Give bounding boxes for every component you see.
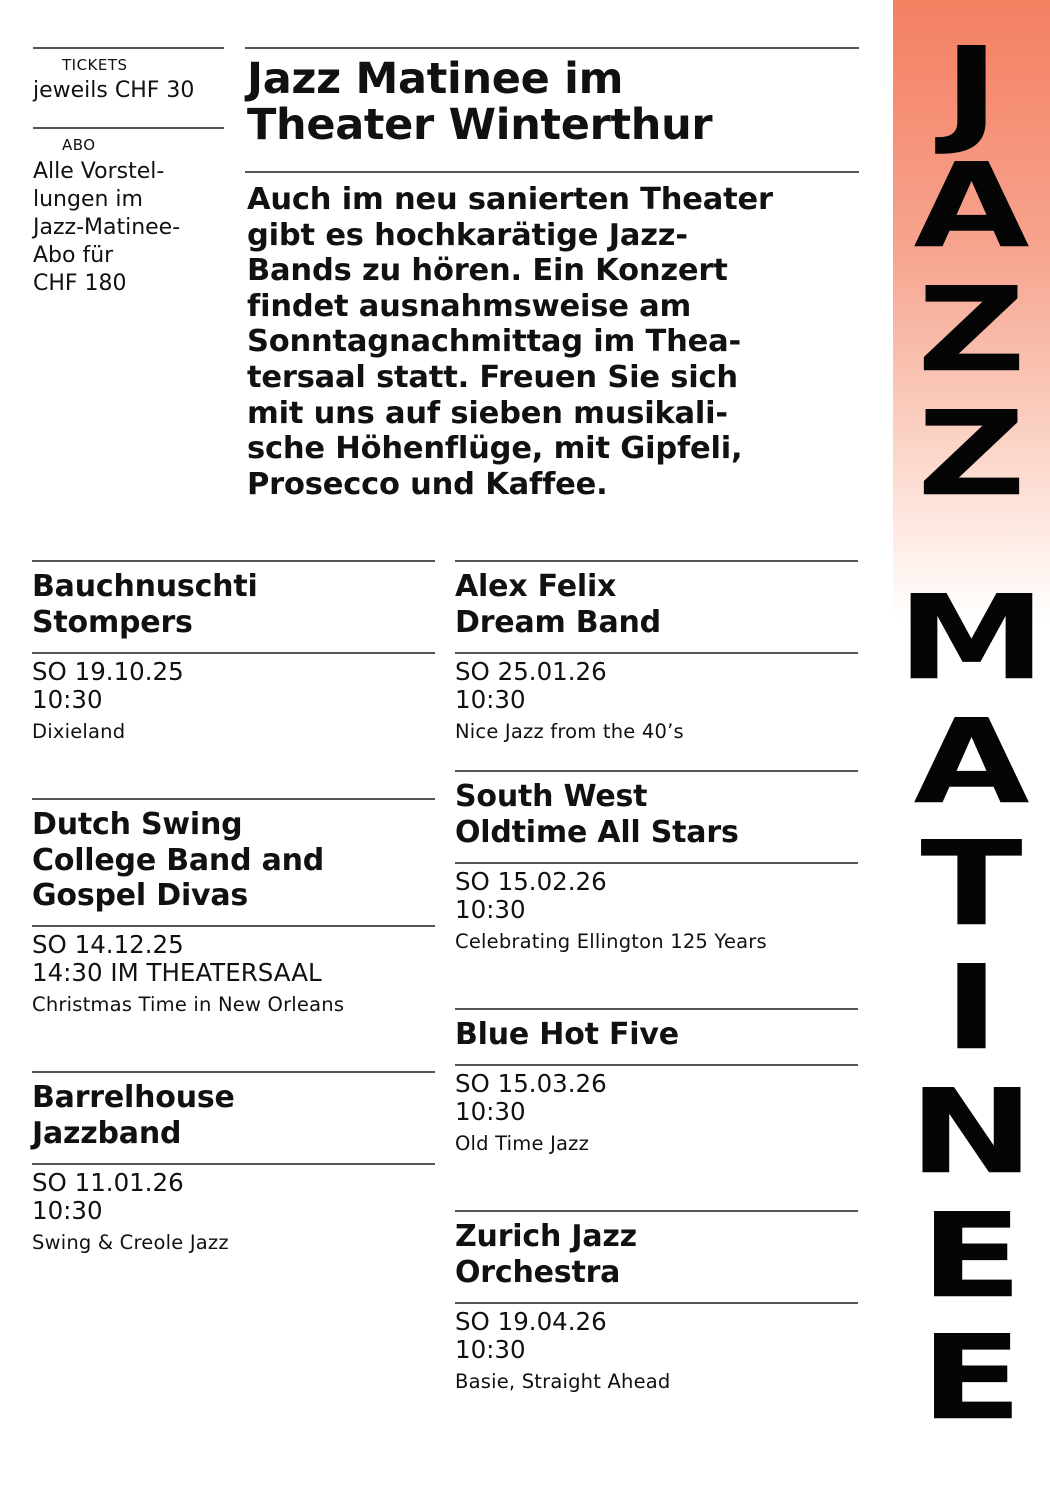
event-date: SO 11.01.26 <box>32 1168 184 1197</box>
event-name-line: Alex Felix <box>455 569 617 604</box>
event-name-line: Stompers <box>32 604 193 640</box>
event-top-rule <box>32 1071 435 1073</box>
event-date: SO 15.03.26 <box>455 1069 607 1098</box>
tickets-price: jeweils CHF 30 <box>33 78 195 103</box>
event-mid-rule <box>455 1064 858 1066</box>
event-top-rule <box>455 1210 858 1212</box>
event-genre: Christmas Time in New Orleans <box>32 993 345 1016</box>
event-top-rule <box>455 770 858 772</box>
event-date: SO 14.12.25 <box>32 930 184 959</box>
event-barrelhouse-jazzband <box>32 1071 435 1271</box>
vertical-letter: M <box>896 570 1047 707</box>
intro-top-rule <box>245 171 859 173</box>
intro-line: Auch im neu sanierten Theater <box>247 182 773 217</box>
event-blue-hot-five <box>455 1008 858 1168</box>
intro-line: findet ausnahmsweise am <box>247 288 692 324</box>
event-time: 10:30 <box>455 1335 526 1364</box>
event-name-line: South West <box>455 779 648 814</box>
abo-label: ABO <box>62 136 96 154</box>
event-date: SO 19.04.26 <box>455 1307 607 1336</box>
event-date: SO 15.02.26 <box>455 867 607 896</box>
event-name-line: Zurich Jazz <box>455 1219 637 1254</box>
event-name <box>455 1017 858 1053</box>
event-name-line: Jazzband <box>32 1115 182 1151</box>
event-name <box>32 1080 435 1151</box>
event-mid-rule <box>455 652 858 654</box>
intro-line: Sonntagnachmittag im Thea- <box>247 324 741 360</box>
tickets-label: TICKETS <box>62 56 128 74</box>
event-name-line: Oldtime All Stars <box>455 814 739 850</box>
event-time: 10:30 <box>32 1196 103 1225</box>
event-time: 10:30 <box>455 895 526 924</box>
event-top-rule <box>455 560 858 562</box>
event-time: 10:30 <box>455 1097 526 1126</box>
event-name <box>32 807 435 914</box>
vertical-letter: N <box>908 1064 1035 1201</box>
event-genre: Dixieland <box>32 720 126 743</box>
event-name-line: Orchestra <box>455 1254 621 1290</box>
event-bauchnuschti-stompers <box>32 560 435 760</box>
event-name <box>455 569 858 640</box>
abo-line: lungen im <box>33 187 143 212</box>
event-name-line: Dutch Swing <box>32 807 243 842</box>
vertical-letter: I <box>943 940 1000 1077</box>
event-name-line: College Band and <box>32 842 325 878</box>
event-mid-rule <box>455 1302 858 1304</box>
tickets-top-rule <box>33 47 224 49</box>
vertical-letter: A <box>913 694 1030 831</box>
intro-line: mit uns auf sieben musikali- <box>247 395 728 431</box>
event-name-line: Gospel Divas <box>32 878 249 913</box>
abo-top-rule <box>33 127 224 129</box>
vertical-letter: E <box>920 1188 1023 1325</box>
event-time: 10:30 <box>32 685 103 714</box>
intro-line: tersaal statt. Freuen Sie sich <box>247 359 738 395</box>
intro-line: sche Höhenflüge, mit Gipfeli, <box>247 431 743 467</box>
event-time: 10:30 <box>455 685 526 714</box>
event-south-west-oldtime-all-stars <box>455 770 858 970</box>
vertical-letter: T <box>920 816 1023 953</box>
event-name-line: Barrelhouse <box>32 1080 235 1115</box>
intro-line: Prosecco und Kaffee. <box>247 466 608 502</box>
vertical-letter: A <box>913 138 1030 275</box>
event-mid-rule <box>455 862 858 864</box>
event-alex-felix-dream-band <box>455 560 858 760</box>
intro-line: Bands zu hören. Ein Konzert <box>247 253 728 289</box>
event-name <box>32 569 435 640</box>
title-line: Jazz Matinee im <box>247 54 624 104</box>
abo-line: CHF 180 <box>33 271 127 296</box>
event-date: SO 25.01.26 <box>455 657 607 686</box>
event-genre: Swing & Creole Jazz <box>32 1231 229 1254</box>
event-name-line: Dream Band <box>455 604 661 640</box>
intro-line: gibt es hochkarätige Jazz- <box>247 217 688 253</box>
page-title <box>247 56 862 148</box>
event-mid-rule <box>32 925 435 927</box>
title-top-rule <box>245 47 859 49</box>
event-mid-rule <box>32 1163 435 1165</box>
event-date: SO 19.10.25 <box>32 657 184 686</box>
intro-paragraph <box>247 182 859 502</box>
abo-line: Jazz-Matinee- <box>33 215 181 240</box>
event-name-line: Bauchnuschti <box>32 569 258 604</box>
title-line: Theater Winterthur <box>247 100 713 150</box>
vertical-letter: Z <box>917 262 1026 399</box>
event-name <box>455 779 858 850</box>
event-time: 14:30 IM THEATERSAAL <box>32 958 322 987</box>
vertical-letter: J <box>943 22 1000 159</box>
event-name-line: Blue Hot Five <box>455 1017 679 1052</box>
event-top-rule <box>32 560 435 562</box>
abo-line: Alle Vorstel- <box>33 159 165 184</box>
event-name <box>455 1219 858 1290</box>
event-top-rule <box>32 798 435 800</box>
vertical-letter: Z <box>917 386 1026 523</box>
event-genre: Basie, Straight Ahead <box>455 1370 671 1393</box>
event-genre: Old Time Jazz <box>455 1132 590 1155</box>
event-dutch-swing-college-band <box>32 798 435 1038</box>
event-genre: Nice Jazz from the 40’s <box>455 720 684 743</box>
event-top-rule <box>455 1008 858 1010</box>
event-zurich-jazz-orchestra <box>455 1210 858 1410</box>
vertical-letter: E <box>920 1310 1023 1447</box>
event-genre: Celebrating Ellington 125 Years <box>455 930 767 953</box>
abo-line: Abo für <box>33 243 114 268</box>
event-mid-rule <box>32 652 435 654</box>
